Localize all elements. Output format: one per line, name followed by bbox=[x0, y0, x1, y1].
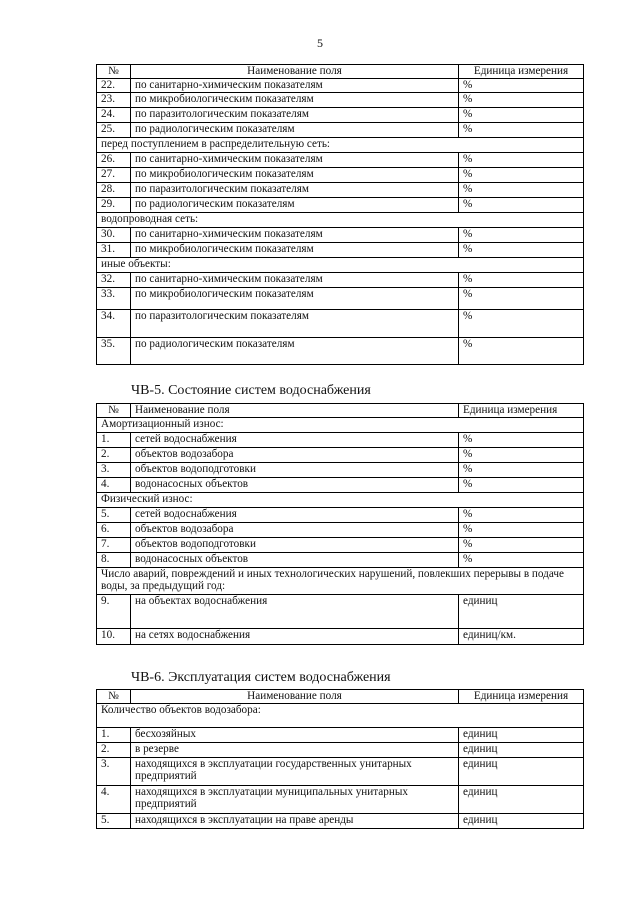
indicators-table-body bbox=[97, 65, 584, 365]
header-name: Наименование поля bbox=[131, 65, 459, 79]
row-name: находящихся в эксплуатации государственных унитарных предприятий bbox=[131, 758, 459, 786]
table-row bbox=[97, 310, 584, 338]
row-name: на объектах водоснабжения bbox=[131, 595, 459, 629]
water-supply-state-table-body bbox=[97, 404, 584, 645]
row-number: 2. bbox=[97, 743, 131, 758]
row-name: по микробиологическим показателям bbox=[131, 288, 459, 310]
row-unit: % bbox=[459, 463, 584, 478]
row-unit: % bbox=[459, 448, 584, 463]
section-title-chv5: ЧВ-5. Состояние систем водоснабжения bbox=[131, 383, 371, 398]
table-row bbox=[97, 478, 584, 493]
row-number: 28. bbox=[97, 183, 131, 198]
table-row bbox=[97, 198, 584, 213]
row-unit: единиц bbox=[459, 758, 584, 786]
group-label: иные объекты: bbox=[97, 258, 584, 273]
header-num: № bbox=[97, 65, 131, 79]
group-label: Число аварий, повреждений и иных технологических нарушений, повлекших перерывы в подаче воды, за предыдущий год: bbox=[97, 568, 584, 595]
row-number: 1. bbox=[97, 433, 131, 448]
row-name: находящихся в эксплуатации муниципальных унитарных предприятий bbox=[131, 786, 459, 814]
row-unit: % bbox=[459, 228, 584, 243]
group-row bbox=[97, 138, 584, 153]
row-name: объектов водоподготовки bbox=[131, 538, 459, 553]
row-name: объектов водозабора bbox=[131, 523, 459, 538]
row-number: 10. bbox=[97, 629, 131, 645]
row-unit: % bbox=[459, 338, 584, 365]
row-name: по радиологическим показателям bbox=[131, 123, 459, 138]
row-number: 25. bbox=[97, 123, 131, 138]
header-name: Наименование поля bbox=[131, 690, 459, 704]
indicators-table bbox=[96, 64, 584, 365]
row-number: 4. bbox=[97, 786, 131, 814]
table-row bbox=[97, 629, 584, 645]
row-number: 29. bbox=[97, 198, 131, 213]
row-number: 27. bbox=[97, 168, 131, 183]
row-unit: % bbox=[459, 123, 584, 138]
row-unit: % bbox=[459, 108, 584, 123]
table-row bbox=[97, 183, 584, 198]
row-number: 4. bbox=[97, 478, 131, 493]
header-name: Наименование поля bbox=[131, 404, 459, 418]
table-row bbox=[97, 108, 584, 123]
header-num: № bbox=[97, 404, 131, 418]
row-number: 3. bbox=[97, 463, 131, 478]
group-label: Количество объектов водозабора: bbox=[97, 704, 584, 728]
table-row bbox=[97, 758, 584, 786]
row-name: по микробиологическим показателям bbox=[131, 93, 459, 108]
row-unit: % bbox=[459, 243, 584, 258]
row-unit: % bbox=[459, 198, 584, 213]
row-unit: % bbox=[459, 553, 584, 568]
table-row bbox=[97, 743, 584, 758]
table-row bbox=[97, 538, 584, 553]
row-unit: % bbox=[459, 523, 584, 538]
group-label: Амортизационный износ: bbox=[97, 418, 584, 433]
table-row bbox=[97, 153, 584, 168]
table-row bbox=[97, 79, 584, 93]
row-number: 35. bbox=[97, 338, 131, 365]
row-unit: единиц bbox=[459, 595, 584, 629]
row-name: по микробиологическим показателям bbox=[131, 243, 459, 258]
header-unit: Единица измерения bbox=[459, 690, 584, 704]
row-unit: % bbox=[459, 153, 584, 168]
row-unit: единиц bbox=[459, 743, 584, 758]
table-row bbox=[97, 786, 584, 814]
row-name: по паразитологическим показателям bbox=[131, 183, 459, 198]
header-num: № bbox=[97, 690, 131, 704]
row-unit: % bbox=[459, 79, 584, 93]
row-name: по санитарно-химическим показателям bbox=[131, 273, 459, 288]
table-row bbox=[97, 168, 584, 183]
row-name: на сетях водоснабжения bbox=[131, 629, 459, 645]
table-row bbox=[97, 553, 584, 568]
table-row bbox=[97, 463, 584, 478]
water-supply-operation-table-body bbox=[97, 690, 584, 829]
row-unit: % bbox=[459, 168, 584, 183]
row-name: по паразитологическим показателям bbox=[131, 108, 459, 123]
row-unit: % bbox=[459, 93, 584, 108]
water-supply-state-table bbox=[96, 403, 584, 645]
table-row bbox=[97, 288, 584, 310]
table-row bbox=[97, 273, 584, 288]
row-number: 5. bbox=[97, 508, 131, 523]
row-unit: % bbox=[459, 433, 584, 448]
group-label: водопроводная сеть: bbox=[97, 213, 584, 228]
table-row bbox=[97, 508, 584, 523]
row-name: водонасосных объектов bbox=[131, 478, 459, 493]
water-supply-operation-table bbox=[96, 689, 584, 829]
group-row bbox=[97, 493, 584, 508]
row-name: объектов водозабора bbox=[131, 448, 459, 463]
row-number: 32. bbox=[97, 273, 131, 288]
table-row bbox=[97, 243, 584, 258]
group-row bbox=[97, 568, 584, 595]
table-row bbox=[97, 123, 584, 138]
row-number: 9. bbox=[97, 595, 131, 629]
row-number: 34. bbox=[97, 310, 131, 338]
row-number: 8. bbox=[97, 553, 131, 568]
table-row bbox=[97, 523, 584, 538]
table-row bbox=[97, 595, 584, 629]
row-number: 33. bbox=[97, 288, 131, 310]
table-row bbox=[97, 433, 584, 448]
row-name: водонасосных объектов bbox=[131, 553, 459, 568]
row-unit: % bbox=[459, 183, 584, 198]
row-unit: единиц bbox=[459, 786, 584, 814]
header-unit: Единица измерения bbox=[459, 404, 584, 418]
group-label: перед поступлением в распределительную сеть: bbox=[97, 138, 584, 153]
row-number: 26. bbox=[97, 153, 131, 168]
row-unit: % bbox=[459, 538, 584, 553]
row-unit: % bbox=[459, 310, 584, 338]
row-name: находящихся в эксплуатации на праве аренды bbox=[131, 814, 459, 829]
row-name: сетей водоснабжения bbox=[131, 433, 459, 448]
row-name: бесхозяйных bbox=[131, 728, 459, 743]
row-name: по микробиологическим показателям bbox=[131, 168, 459, 183]
table-row bbox=[97, 448, 584, 463]
row-name: в резерве bbox=[131, 743, 459, 758]
table-row bbox=[97, 814, 584, 829]
table-header-row bbox=[97, 65, 584, 79]
row-name: по радиологическим показателям bbox=[131, 338, 459, 365]
row-name: по санитарно-химическим показателям bbox=[131, 228, 459, 243]
row-unit: % bbox=[459, 508, 584, 523]
section-title-chv6: ЧВ-6. Эксплуатация систем водоснабжения bbox=[131, 670, 391, 685]
table-row bbox=[97, 338, 584, 365]
row-name: по паразитологическим показателям bbox=[131, 310, 459, 338]
row-name: объектов водоподготовки bbox=[131, 463, 459, 478]
row-unit: % bbox=[459, 478, 584, 493]
table-header-row bbox=[97, 690, 584, 704]
row-number: 23. bbox=[97, 93, 131, 108]
row-unit: единиц bbox=[459, 728, 584, 743]
row-number: 1. bbox=[97, 728, 131, 743]
table-row bbox=[97, 228, 584, 243]
row-number: 5. bbox=[97, 814, 131, 829]
row-name: сетей водоснабжения bbox=[131, 508, 459, 523]
row-number: 30. bbox=[97, 228, 131, 243]
row-unit: % bbox=[459, 288, 584, 310]
table-row bbox=[97, 93, 584, 108]
row-number: 6. bbox=[97, 523, 131, 538]
row-number: 7. bbox=[97, 538, 131, 553]
group-label: Физический износ: bbox=[97, 493, 584, 508]
row-number: 31. bbox=[97, 243, 131, 258]
table-header-row bbox=[97, 404, 584, 418]
row-number: 22. bbox=[97, 79, 131, 93]
row-unit: % bbox=[459, 273, 584, 288]
row-number: 2. bbox=[97, 448, 131, 463]
header-unit: Единица измерения bbox=[459, 65, 584, 79]
row-unit: единиц bbox=[459, 814, 584, 829]
group-row bbox=[97, 258, 584, 273]
group-row bbox=[97, 213, 584, 228]
row-number: 24. bbox=[97, 108, 131, 123]
row-number: 3. bbox=[97, 758, 131, 786]
page-number: 5 bbox=[317, 36, 323, 50]
row-name: по санитарно-химическим показателям bbox=[131, 153, 459, 168]
group-row bbox=[97, 418, 584, 433]
row-name: по санитарно-химическим показателям bbox=[131, 79, 459, 93]
group-row bbox=[97, 704, 584, 728]
row-name: по радиологическим показателям bbox=[131, 198, 459, 213]
table-row bbox=[97, 728, 584, 743]
row-unit: единиц/км. bbox=[459, 629, 584, 645]
